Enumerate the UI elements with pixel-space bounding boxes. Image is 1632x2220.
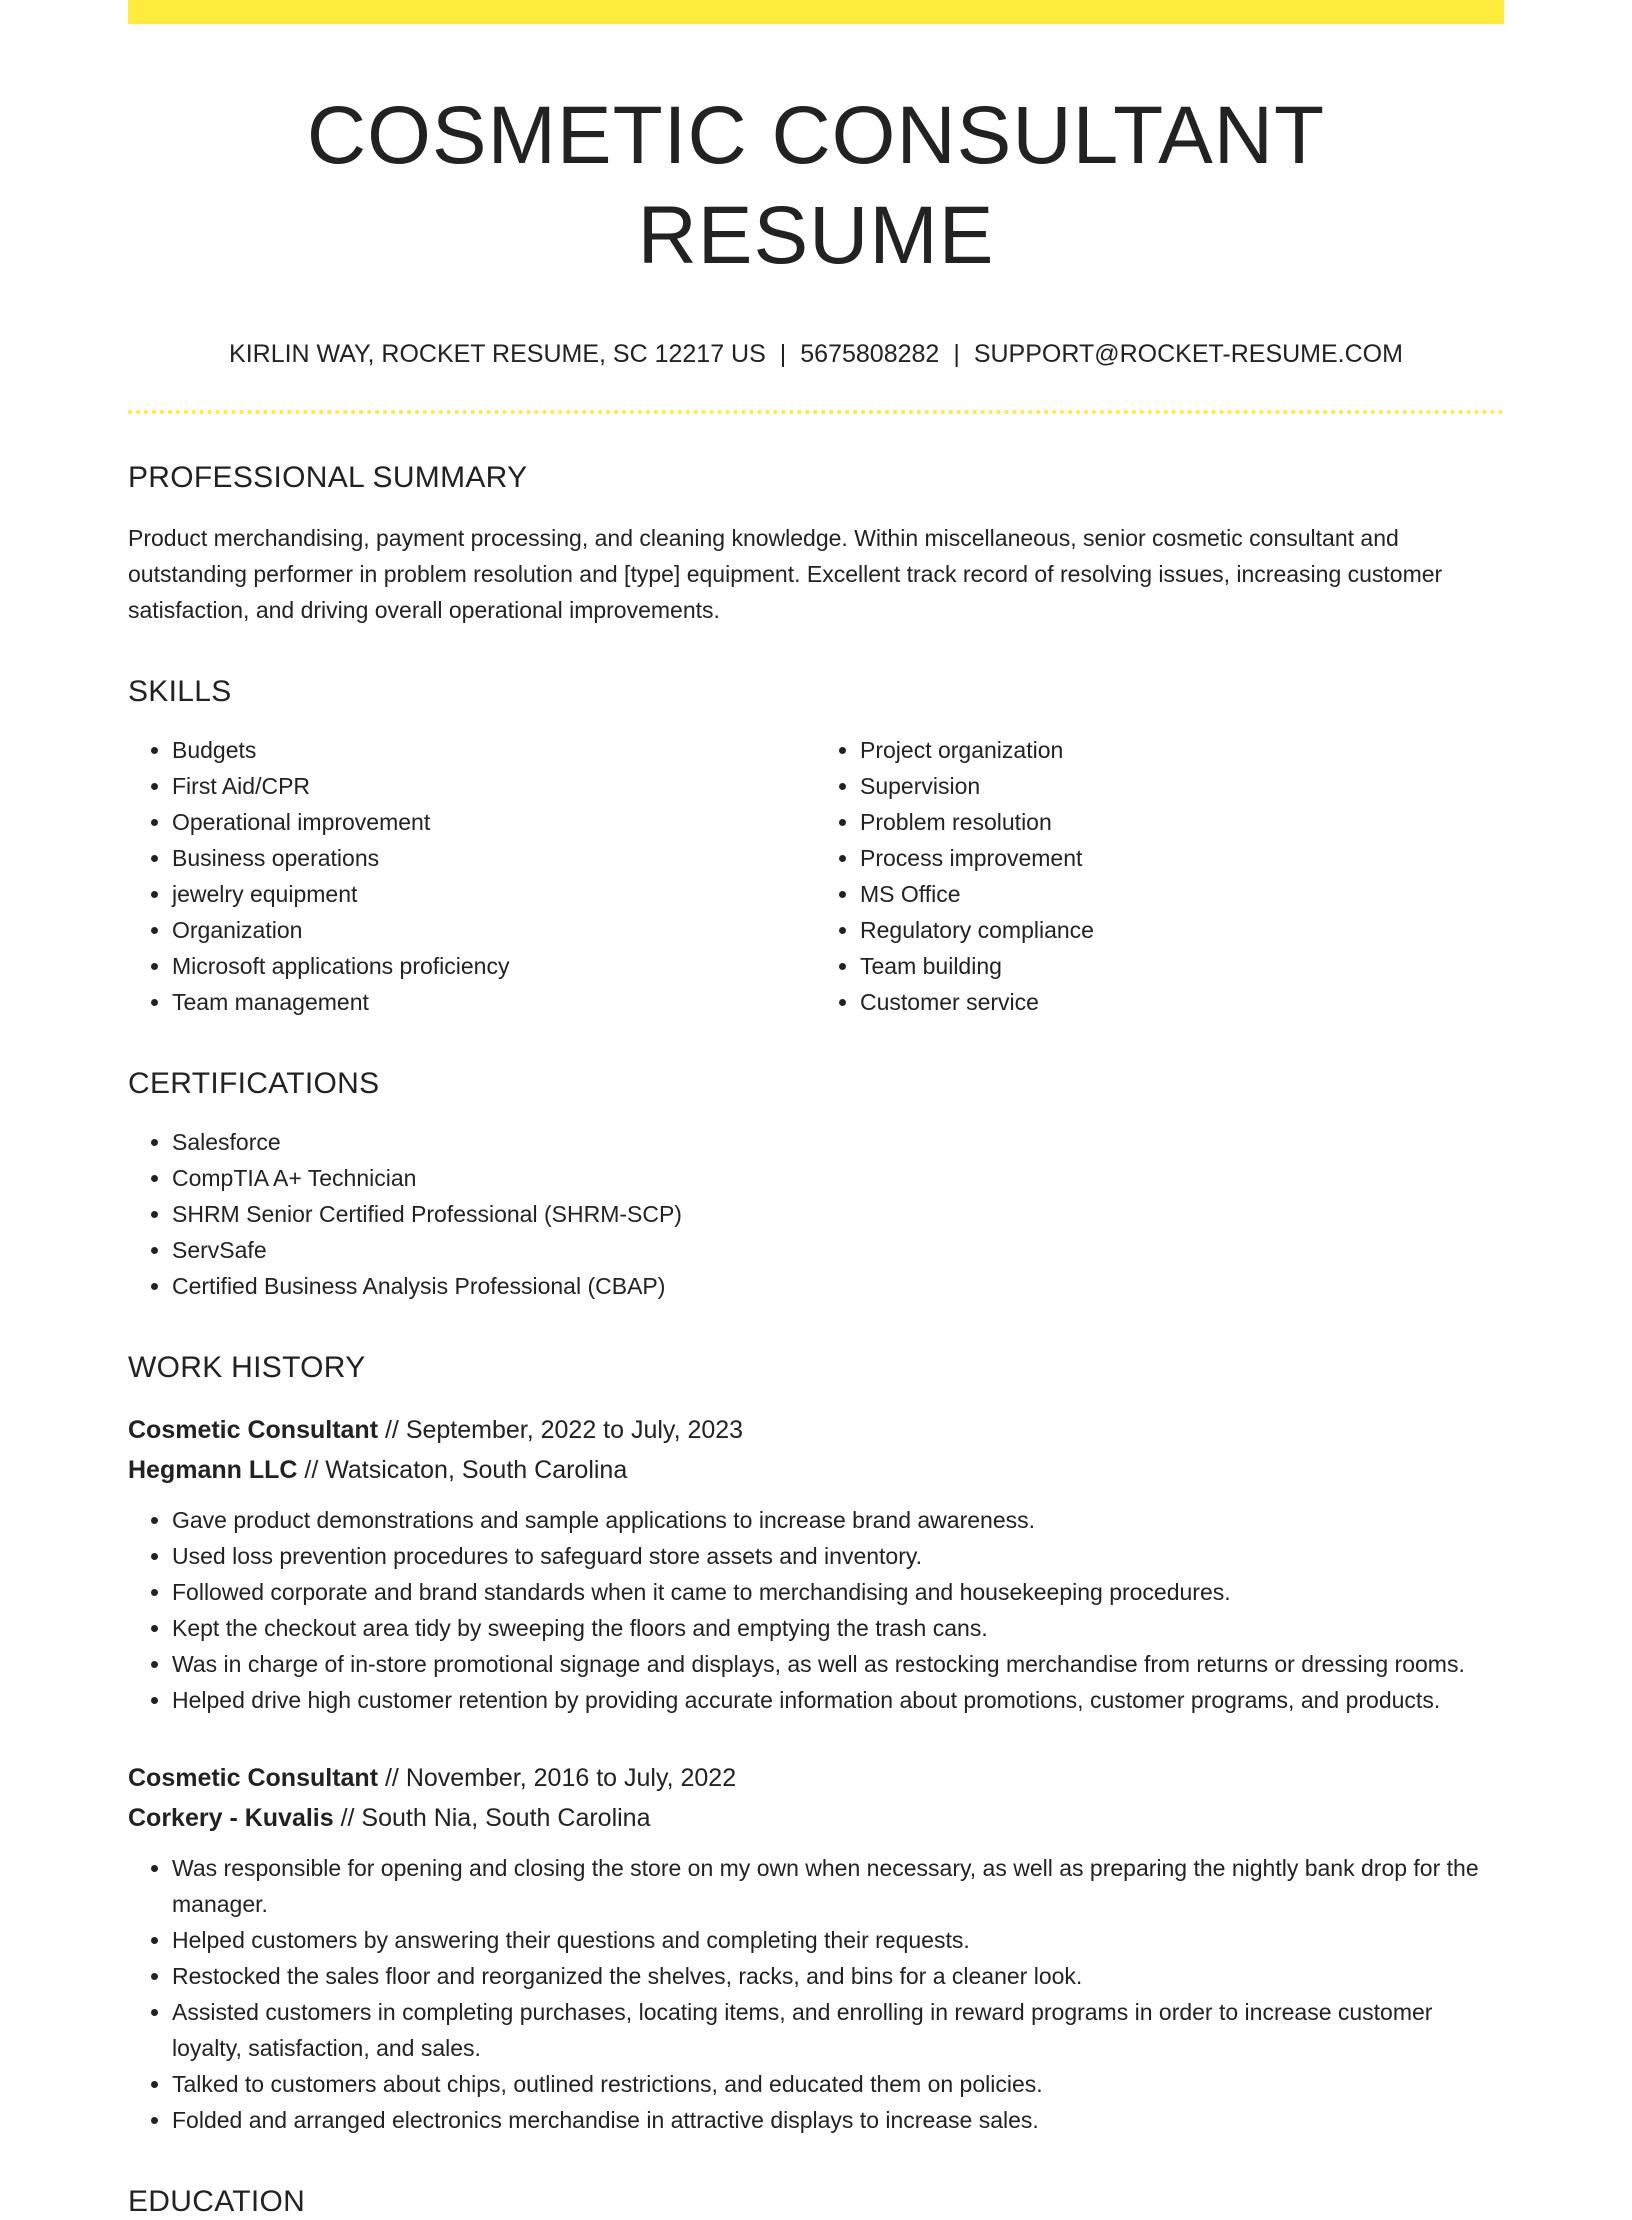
job-duty-item: • Assisted customers in completing purchases, locating items, and enrolling in reward programs in order to increase customer loyalty, satisfaction, and sales. [172, 1994, 1504, 2066]
skill-item: • Regulatory compliance [860, 912, 1504, 948]
job-title-line [128, 1410, 1504, 1450]
contact-separator: | [779, 340, 787, 368]
summary-text: Product merchandising, payment processing, and cleaning knowledge. Within miscellaneous, senior cosmetic consultant and outstanding performer in problem resolution and [type] equipment. Excellent track record of resolving issues, increasing customer satisfaction, and driving overall operational improvements. [128, 525, 1443, 623]
job-duty-item: • Talked to customers about chips, outlined restrictions, and educated them on policies. [172, 2066, 1504, 2102]
skill-item: • Project organization [860, 732, 1504, 768]
job-duty-item: • Followed corporate and brand standards when it came to merchandising and housekeeping procedures. [172, 1574, 1504, 1610]
resume-page [128, 0, 1504, 2220]
contact-address: KIRLIN WAY, ROCKET RESUME, SC 12217 US [229, 340, 766, 368]
job-duty-item: • Was in charge of in-store promotional signage and displays, as well as restocking merchandise from returns or dressing rooms. [172, 1646, 1504, 1682]
job-duties [128, 1850, 1504, 2138]
certification-item: • ServSafe [172, 1232, 1504, 1268]
contact-email: SUPPORT@ROCKET-RESUME.COM [973, 340, 1403, 368]
job-entry [128, 1410, 1504, 1718]
job-duty-item: • Helped customers by answering their questions and completing their requests. [172, 1922, 1504, 1958]
skills-heading: SKILLS [128, 675, 232, 708]
job-dates: // September, 2022 to July, 2023 [378, 1416, 744, 1444]
contact-phone: 5675808282 [800, 340, 940, 368]
skill-item: • Organization [172, 912, 816, 948]
work-history-section [128, 1350, 1504, 2138]
job-duty-item: • Was responsible for opening and closing the store on my own when necessary, as well as preparing the nightly bank drop for the manager. [172, 1850, 1504, 1922]
skill-item: • Team management [172, 984, 816, 1020]
job-duty-item: • Used loss prevention procedures to safeguard store assets and inventory. [172, 1538, 1504, 1574]
job-company-line [128, 1450, 1504, 1490]
certification-item: • CompTIA A+ Technician [172, 1160, 1504, 1196]
skills-columns [128, 732, 1504, 1020]
job-location: // Watsicaton, South Carolina [297, 1456, 628, 1484]
job-duty-item: • Folded and arranged electronics merchandise in attractive displays to increase sales. [172, 2102, 1504, 2138]
job-duty-item: • Helped drive high customer retention by providing accurate information about promotions, customer programs, and products. [172, 1682, 1504, 1718]
skill-item: • Microsoft applications proficiency [172, 948, 816, 984]
job-duties [128, 1502, 1504, 1718]
skill-item: • jewelry equipment [172, 876, 816, 912]
page-title: COSMETIC CONSULTANT RESUME [306, 90, 1326, 281]
work-history-heading: WORK HISTORY [128, 1351, 366, 1384]
skill-item: • Operational improvement [172, 804, 816, 840]
job-title: Cosmetic Consultant [128, 1764, 379, 1792]
skill-item: • Supervision [860, 768, 1504, 804]
skill-item: • Customer service [860, 984, 1504, 1020]
skill-item: • MS Office [860, 876, 1504, 912]
certifications-section [128, 1066, 1504, 1304]
skill-item: • Budgets [172, 732, 816, 768]
skill-item: • Problem resolution [860, 804, 1504, 840]
job-title-line [128, 1758, 1504, 1798]
job-company-line [128, 1798, 1504, 1838]
certification-item: • SHRM Senior Certified Professional (SHRM-SCP) [172, 1196, 1504, 1232]
summary-heading: PROFESSIONAL SUMMARY [128, 461, 528, 494]
certification-item: • Certified Business Analysis Professional (CBAP) [172, 1268, 1504, 1304]
skills-list-right [816, 732, 1504, 1020]
top-accent-bar [128, 0, 1504, 24]
skill-item: • Process improvement [860, 840, 1504, 876]
certifications-list [128, 1124, 1504, 1304]
job-company: Hegmann LLC [128, 1456, 298, 1484]
skill-item: • Team building [860, 948, 1504, 984]
skill-item: • Business operations [172, 840, 816, 876]
job-location: // South Nia, South Carolina [333, 1804, 651, 1832]
job-dates: // November, 2016 to July, 2022 [378, 1764, 737, 1792]
certifications-heading: CERTIFICATIONS [128, 1067, 380, 1100]
skills-section [128, 674, 1504, 1020]
skills-list-left [128, 732, 816, 1020]
education-section [128, 2184, 1504, 2220]
certification-item: • Salesforce [172, 1124, 1504, 1160]
dotted-divider [128, 410, 1504, 414]
job-duty-item: • Gave product demonstrations and sample applications to increase brand awareness. [172, 1502, 1504, 1538]
job-company: Corkery - Kuvalis [128, 1804, 334, 1832]
contact-separator: | [953, 340, 960, 368]
job-title: Cosmetic Consultant [128, 1416, 379, 1444]
job-duty-item: • Restocked the sales floor and reorganized the shelves, racks, and bins for a cleaner look. [172, 1958, 1504, 1994]
job-duty-item: • Kept the checkout area tidy by sweeping the floors and emptying the trash cans. [172, 1610, 1504, 1646]
summary-section [128, 460, 1504, 628]
skill-item: • First Aid/CPR [172, 768, 816, 804]
contact-line [128, 338, 1504, 370]
job-entry [128, 1758, 1504, 2138]
education-heading: EDUCATION [128, 2185, 306, 2218]
